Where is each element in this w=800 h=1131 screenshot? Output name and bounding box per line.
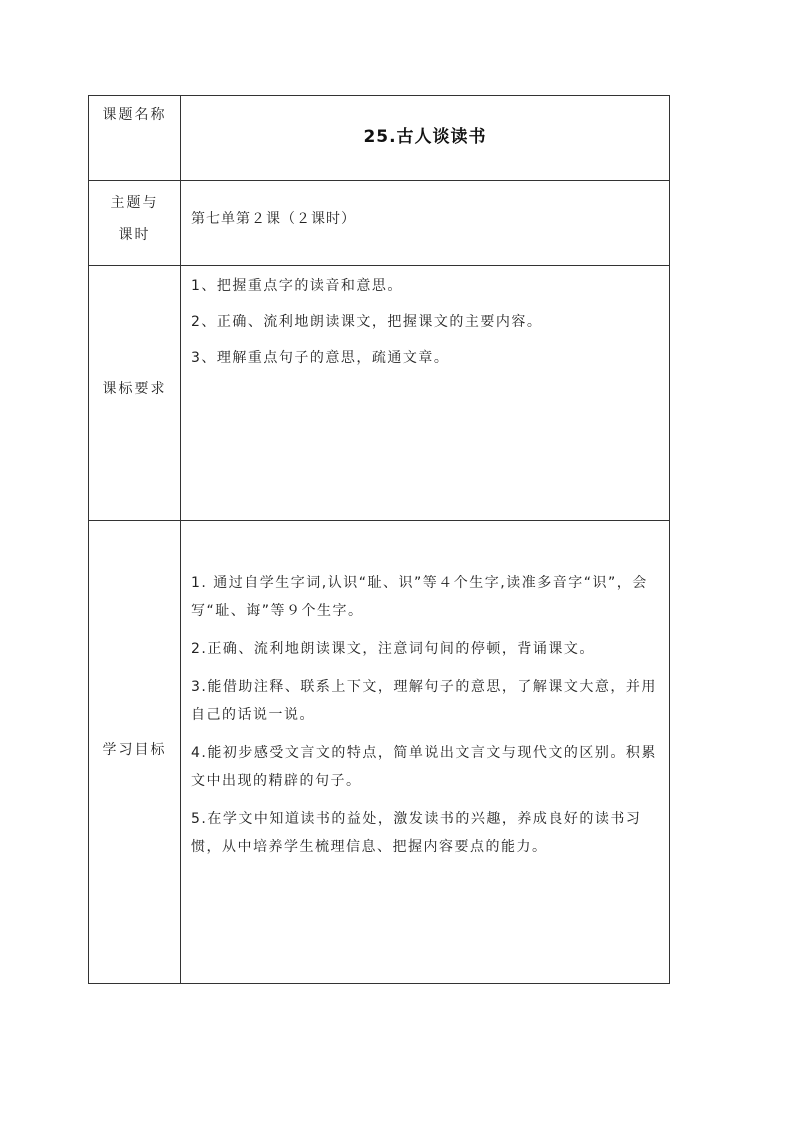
- row-learning-goals: [89, 521, 670, 984]
- list-item: 1. 通过自学生字词,认识“耻、识”等４个生字,读准多音字“识”，会写“耻、诲”等９个生字。: [191, 575, 648, 619]
- cell-standard-content: [181, 266, 670, 521]
- cell-goals-content: [181, 521, 670, 984]
- cell-title-value: [181, 96, 670, 181]
- goals-list: [191, 569, 657, 861]
- cell-topic-value: [181, 181, 670, 266]
- cell-goals-label: [89, 521, 181, 984]
- topic-label-line1: 主题与: [110, 195, 159, 211]
- row-lesson-title: [89, 96, 670, 181]
- cell-topic-label: [89, 181, 181, 266]
- row-curriculum-requirements: [89, 266, 670, 521]
- topic-label: [89, 181, 180, 251]
- lesson-title: 25.古人谈读书: [363, 127, 487, 147]
- list-item: 4.能初步感受文言文的特点，简单说出文言文与现代文的区别。积累文中出现的精辟的句子。: [191, 745, 657, 789]
- goals-label: 学习目标: [102, 742, 167, 758]
- standard-list: [191, 276, 661, 384]
- list-item: 5.在学文中知道读书的益处，激发读书的兴趣，养成良好的读书习惯，从中培养学生梳理信息、把握内容要点的能力。: [191, 811, 642, 855]
- row-topic: [89, 181, 670, 266]
- list-item: 1、把握重点字的读音和意思。: [191, 278, 403, 294]
- topic-label-line2: 课时: [118, 227, 151, 243]
- list-item: 3.能借助注释、联系上下文，理解句子的意思，了解课文大意，并用自己的话说一说。: [191, 679, 657, 723]
- lesson-plan-table: [88, 95, 670, 984]
- cell-title-label: [89, 96, 181, 181]
- standard-label: 课标要求: [102, 381, 167, 397]
- cell-standard-label: [89, 266, 181, 521]
- list-item: 3、理解重点句子的意思，疏通文章。: [191, 350, 450, 366]
- topic-value: 第七单第２课（２课时）: [191, 211, 356, 227]
- list-item: 2.正确、流利地朗读课文，注意词句间的停顿，背诵课文。: [191, 641, 595, 657]
- title-label: 课题名称: [102, 107, 167, 123]
- list-item: 2、正确、流利地朗读课文，把握课文的主要内容。: [191, 314, 543, 330]
